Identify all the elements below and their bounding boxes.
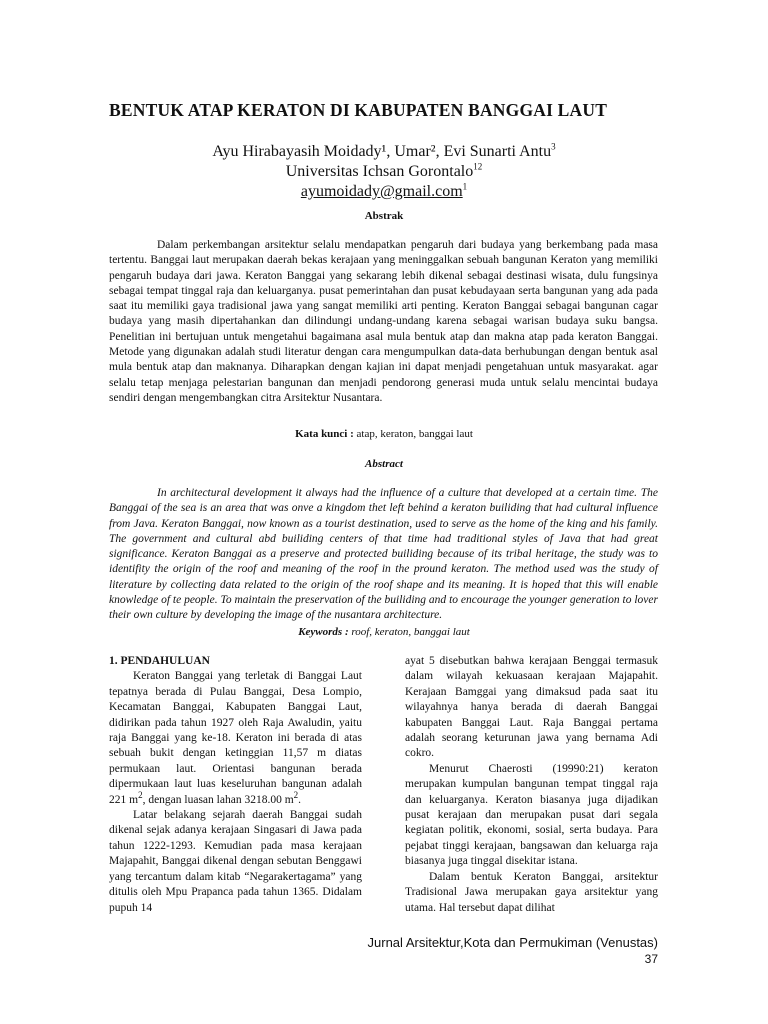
journal-name: Jurnal Arsitektur,Kota dan Permukiman (Venustas) — [367, 935, 658, 950]
affiliation — [0, 163, 768, 181]
intro-p1-text: Keraton Banggai yang terletak di Banggai Laut tepatnya berada di Pulau Banggai, Desa Lompio, Kecamatan Banggai, Kabupaten Banggai Laut, didirikan pada tahun 1927 oleh Raja Awaludin, yaitu raja Banggai yang ke-18. Keraton ini berada di atas sebuah bukit dengan ketinggian 11,57 m diatas permukaan laut. Orientasi bangunan berada dipermukaan laut luas keseluruhan bangunan adalah 221 m — [109, 670, 362, 806]
area-superscript: 2 — [138, 789, 143, 800]
left-column — [109, 654, 362, 916]
author-superscript: 3 — [551, 141, 556, 152]
abstrak-keywords — [0, 428, 768, 440]
abstrak-keywords-values: atap, keraton, banggai laut — [353, 428, 473, 440]
abstract-heading: Abstract — [365, 458, 403, 470]
section-heading: 1. PENDAHULUAN — [109, 655, 210, 667]
email-link[interactable]: ayumoidady@gmail.com — [300, 183, 463, 200]
intro-paragraph-5: Dalam bentuk Keraton Banggai, arsitektur Tradisional Jawa merupakan gaya arsitektur yang utama. Hal tersebut dapat dilihat — [405, 870, 658, 914]
paper-title: BENTUK ATAP KERATON DI KABUPATEN BANGGAI LAUT — [109, 100, 608, 120]
intro-paragraph-2: Latar belakang sejarah daerah Banggai sudah dikenal sejak adanya kerajaan Singasari di Jawa pada tahun 1222-1293. Kemudian pada masa kerajaan Majapahit, Banggai dikenal dengan sebutan Benggawi yang tercantum dalam kitab “Negarakertagama” yang ditulis oleh Mpu Prapanca pada tahun 1365. Didalam pupuh 14 — [109, 809, 362, 914]
abstract-text: In architectural development it always had the influence of a culture that developed at a certain time. The Banggai of the sea is an area that was onve a kingdom thet left behind a keraton builiding that had cultural influence from Java. Keraton Banggai, now known as a tourist destination, used to serve as the home of the king and his family. The government and cultural abd builiding centers of that time had traditional styles of Java that had great significance. Keraton Banggai as a preserve and protected builiding because of its tribal heritage, the study was to identifity the origin of the roof and meaning of the roof in the pround keraton. The method used was the study of literature by collecting data related to the origin of the roof shape and its meaning. It is hoped that this will enable knowledge of te people. To maintain the preservation of the builiding and to encourage the younger generation to lover their own culture by developing the image of the nusantara architecture. — [109, 487, 658, 622]
intro-p1-cont: , dengan luasan lahan 3218.00 m — [142, 793, 294, 806]
abstract-keywords-values: roof, keraton, banggai laut — [348, 626, 470, 638]
abstract-keywords-label: Keywords : — [298, 626, 349, 638]
affiliation-superscript: 12 — [473, 161, 483, 172]
affiliation-name: Universitas Ichsan Gorontalo — [285, 163, 474, 180]
intro-paragraph-4: Menurut Chaerosti (19990:21) keraton merupakan kumpulan bangunan tempat tinggal raja dan keluarganya. Keraton biasanya juga dijadikan pusat kerajaan dan merupakan pusat dari segala kegiatan politik, ekonomi, sosial, serta budaya. Para pejabat tinggi kerajaan, bangsawan dan keluarga raja biasanya juga tinggal disekitar istana. — [405, 762, 658, 868]
abstract-keywords — [0, 626, 768, 638]
abstrak-heading: Abstrak — [364, 210, 404, 222]
email-superscript: 1 — [462, 181, 468, 192]
author-email — [0, 183, 768, 201]
land-area-superscript: 2 — [293, 789, 299, 800]
author-names: Ayu Hirabayasih Moidady¹, Umar², Evi Sunarti Antu — [212, 143, 552, 160]
page-number: 37 — [644, 952, 658, 966]
intro-paragraph-3: ayat 5 disebutkan bahwa kerajaan Benggai termasuk dalam wilayah kekuasaan kerajaan Majapahit. Kerajaan Bamggai yang dimaksud pada saat itu wilayahnya hanya berada di daerah Banggai kabupaten Banggai Laut. Raja Banggai pertama adalah seorang keturunan jawa yang bernama Adi cokro. — [405, 655, 658, 760]
abstrak-text: Dalam perkembangan arsitektur selalu mendapatkan pengaruh dari budaya yang berkembang pada masa tertentu. Banggai laut merupakan daerah bekas kerajaan yang meninggalkan sebuah bangunan Keraton yang memiliki pengaruh budaya dari jawa. Keraton Banggai yang sekarang lebih dikenal sebagai destinasi wisata, dulu fungsinya sebagai tempat tinggal raja dan keluarganya. pusat pemerintahan dan pusat kebudayaan serta bangunan yang ada pada saat itu memiliki gaya tradisional jawa yang sangat memiliki arti penting. Keraton Banggai sebagai bangunan cagar budaya yang masih dipertahankan dan dilindungi undang-undang karena sebagai warisan budaya suku bangsa. Penelitian ini bertujuan untuk mengetahui bagaimana asal mula bentuk atap dan makna atap pada keraton Banggai. Metode yang digunakan adalah studi literatur dengan cara mengumpulkan data-data berhubungan dengan bentuk asal mula bentuk atap dan maknanya. Diharapkan dengan kajian ini dapat menjadi pengetahuan untuk masyarakat. agar selalu tetap menjaga pelestarian bangunan dan menjadi pendorong generasi muda untuk selalu mencintai budaya sendiri dengan mengembangkan citra Arsitektur Nusantara. — [109, 239, 658, 404]
intro-p1-end: . — [298, 793, 302, 806]
abstrak-keywords-label: Kata kunci : — [295, 428, 354, 440]
right-column — [405, 654, 658, 916]
intro-paragraph-1 — [109, 669, 362, 808]
author-list — [0, 143, 768, 161]
